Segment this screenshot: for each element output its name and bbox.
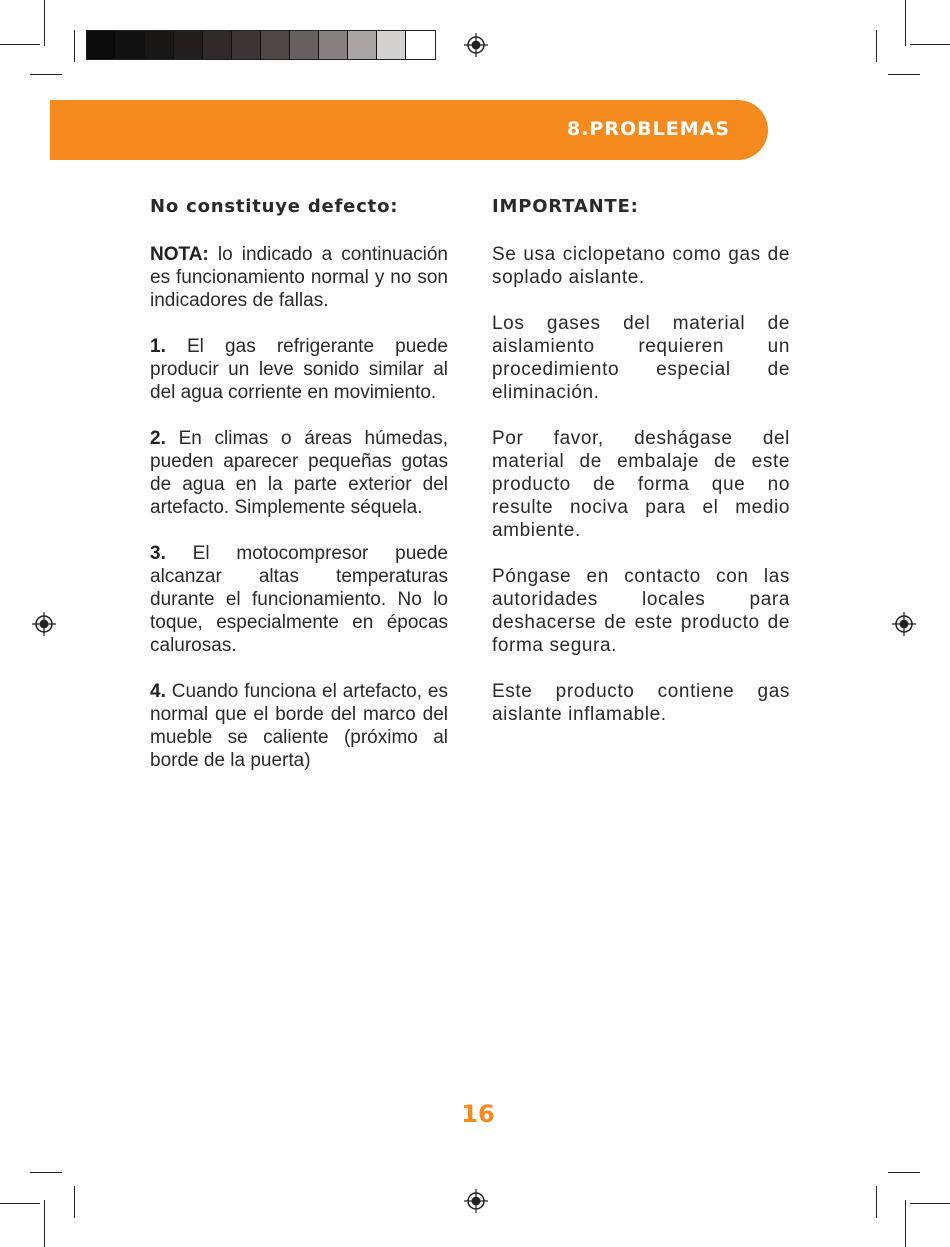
left-column xyxy=(150,195,448,795)
crop-mark xyxy=(44,0,45,46)
crop-mark xyxy=(888,1172,920,1173)
right-heading: IMPORTANTE: xyxy=(492,196,639,217)
registration-mark-icon xyxy=(32,612,56,636)
page-number: 16 xyxy=(461,1100,495,1128)
crop-mark xyxy=(44,1200,45,1247)
paragraph: Se usa ciclopetano como gas de soplado aislante. xyxy=(492,244,790,288)
crop-mark xyxy=(905,0,906,46)
calibration-swatch xyxy=(261,31,290,59)
calibration-swatch xyxy=(116,31,145,59)
left-heading: No constituye defecto: xyxy=(150,196,399,217)
crop-mark xyxy=(0,1203,40,1204)
registration-mark-icon xyxy=(892,612,916,636)
list-item xyxy=(150,542,448,657)
calibration-swatch xyxy=(406,31,435,59)
note-text: lo indicado a continuación es funcionamiento normal y no son indicadores de fallas. xyxy=(150,244,448,311)
crop-mark xyxy=(910,1203,950,1204)
note-lead: NOTA: xyxy=(150,244,209,265)
calibration-swatch xyxy=(87,31,116,59)
registration-mark-icon xyxy=(464,1189,488,1213)
section-title: 8.PROBLEMAS xyxy=(566,118,730,140)
list-item xyxy=(150,427,448,519)
color-calibration-bar xyxy=(86,30,436,60)
list-item xyxy=(150,680,448,772)
paragraph: Este producto contiene gas aislante inflamable. xyxy=(492,681,790,725)
calibration-swatch xyxy=(174,31,203,59)
item-number: 1. xyxy=(150,336,166,357)
paragraph: Por favor, deshágase del material de embalaje de este producto de forma que no resulte nociva para el medio ambiente. xyxy=(492,428,790,541)
item-number: 2. xyxy=(150,428,166,449)
calibration-swatch xyxy=(348,31,377,59)
paragraph: Los gases del material de aislamiento requieren un procedimiento especial de eliminación. xyxy=(492,313,790,403)
item-text: Cuando funciona el artefacto, es normal que el borde del marco del mueble se caliente (próximo al borde de la puerta) xyxy=(150,681,448,771)
item-text: El motocompresor puede alcanzar altas temperaturas durante el funcionamiento. No lo toque, especialmente en épocas calurosas. xyxy=(150,543,448,656)
item-number: 3. xyxy=(150,543,166,564)
calibration-swatch xyxy=(377,31,406,59)
note-paragraph xyxy=(150,243,448,312)
crop-mark xyxy=(30,74,62,75)
crop-mark xyxy=(0,44,40,45)
calibration-swatch xyxy=(290,31,319,59)
crop-mark xyxy=(74,1186,75,1218)
calibration-swatch xyxy=(319,31,348,59)
crop-mark xyxy=(876,1186,877,1218)
crop-mark xyxy=(876,30,877,62)
calibration-swatch xyxy=(232,31,261,59)
crop-mark xyxy=(910,44,950,45)
item-text: El gas refrigerante puede producir un leve sonido similar al del agua corriente en movimiento. xyxy=(150,336,448,403)
list-item xyxy=(150,335,448,404)
crop-mark xyxy=(30,1172,62,1173)
calibration-swatch xyxy=(145,31,174,59)
item-text: En climas o áreas húmedas, pueden aparecer pequeñas gotas de agua en la parte exterior del artefacto. Simplemente séquela. xyxy=(150,428,448,518)
crop-mark xyxy=(888,74,920,75)
item-number: 4. xyxy=(150,681,166,702)
right-column xyxy=(492,195,790,749)
paragraph: Póngase en contacto con las autoridades locales para deshacerse de este producto de forma segura. xyxy=(492,566,790,656)
crop-mark xyxy=(905,1200,906,1247)
section-header-band xyxy=(50,100,768,160)
crop-mark xyxy=(74,30,75,62)
registration-mark-icon xyxy=(464,33,488,57)
calibration-swatch xyxy=(203,31,232,59)
